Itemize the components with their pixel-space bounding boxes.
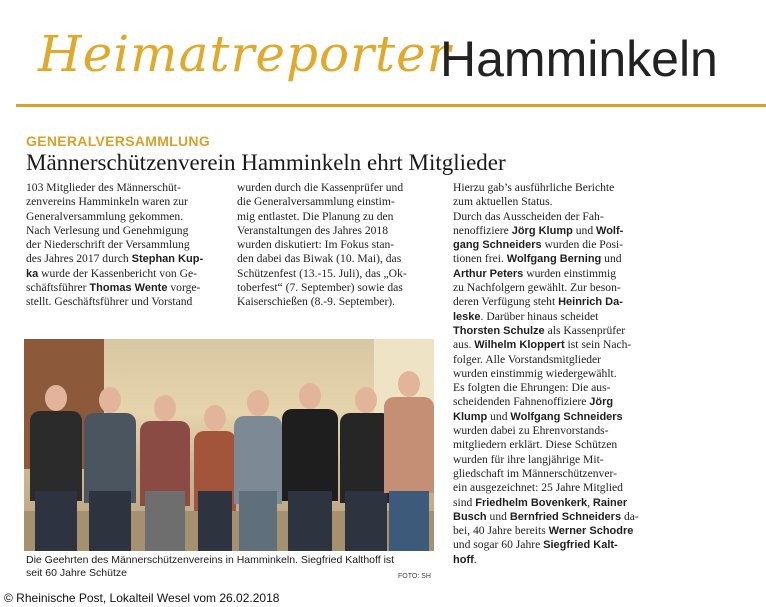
text-run: als Kassenprüfer (544, 323, 626, 337)
text-run: vorge- (167, 281, 201, 295)
text-line: wurden durch die Kassenprüfer und (237, 181, 404, 194)
text-line: die Generalversammlung einstim- (237, 195, 395, 209)
text-line: ein ausgezeichnet: 25 Jahre Mitglied (453, 481, 623, 495)
article-column-3 (453, 181, 658, 567)
text-run: wurden die Posi- (541, 238, 624, 252)
text-line (26, 281, 224, 295)
text-run: ist sein Nach- (564, 338, 632, 352)
text-line: zum aktuellen Status. (453, 195, 553, 209)
text-run: und (601, 252, 622, 266)
text-line: 103 Mitglieder des Männerschüt- (26, 181, 181, 194)
photo-person (384, 367, 434, 551)
text-run: des Jahres 2017 durch (26, 252, 132, 266)
caption-line: Die Geehrten des Männerschützenvereins in Hamminkeln. Siegfried Kalthoff ist (26, 554, 395, 566)
person-name: Arthur Peters (453, 267, 524, 280)
text-run: und (486, 509, 510, 523)
text-run: schäftsführer (26, 281, 90, 295)
text-line: wurden dabei zu Ehrenvorstands- (453, 424, 609, 438)
person-name: Siegfried Kalt- (543, 539, 618, 552)
copyright-notice: © Rheinische Post, Lokalteil Wesel vom 26.02.2018 (4, 591, 280, 605)
text-run: sind (453, 495, 476, 509)
person-name: Klump (453, 410, 488, 423)
masthead-rule (16, 104, 766, 107)
text-run: . (473, 552, 477, 566)
text-line: folger. Alle Vorstandsmitglieder (453, 352, 602, 366)
text-run: wurde der Kassenbericht von Ge- (38, 266, 197, 280)
text-line: Nach Verlesung und Genehmigung (26, 223, 189, 237)
text-line (453, 252, 658, 266)
article-column-1 (26, 181, 224, 310)
text-line: Durch das Ausscheiden der Fah- (453, 209, 604, 223)
text-line (453, 295, 658, 309)
text-line: Veranstaltungen des Jahres 2018 (237, 223, 389, 237)
text-run: und (487, 409, 511, 423)
text-line: Schützenfest (13.-15. Juli), das „Ok- (237, 266, 407, 280)
article-column-2 (237, 181, 435, 310)
text-line: wurden für ihre langjährige Mit- (453, 452, 604, 466)
article-headline: Männerschützenverein Hamminkeln ehrt Mitglieder (26, 150, 506, 175)
photo-person (30, 381, 82, 551)
photo-person (140, 391, 190, 551)
text-line: gliedschaft im Männerschützenver- (453, 466, 617, 480)
text-run: , (587, 495, 593, 509)
text-run: deren Verfügung steht (453, 295, 559, 309)
text-line (453, 324, 658, 338)
person-name: Friedhelm Bovenkerk (475, 496, 588, 509)
person-name: Busch (453, 510, 487, 523)
text-line: Generalversammlung gekommen. (26, 209, 184, 223)
text-line (453, 310, 658, 324)
text-line (453, 524, 658, 538)
person-name: Jörg (589, 396, 614, 409)
person-name: ka (26, 267, 39, 280)
text-line: toberfest“ (7. September) sowie das (237, 281, 403, 295)
text-line: zu Nachfolgern gewählt. Zur beson- (453, 281, 621, 295)
person-name: Heinrich Da- (558, 296, 623, 309)
text-line (453, 395, 658, 409)
text-run: und sogar 60 Jahre (453, 538, 544, 552)
article-kicker: GENERALVERSAMMLUNG (26, 133, 211, 149)
text-line (26, 252, 224, 266)
text-line: Hierzu gab’s ausführliche Berichte (453, 181, 615, 194)
text-run: wurden einstimmig (523, 266, 617, 280)
photo-credit: FOTO: SH (398, 573, 431, 580)
person-name: Thomas Wente (89, 282, 168, 295)
photo-person (282, 379, 338, 551)
text-line: wurden diskutiert: Im Fokus stan- (237, 238, 395, 252)
person-name: Rainer (592, 496, 628, 509)
text-line (453, 510, 658, 524)
group-photo (24, 339, 434, 551)
person-name: Werner Schodre (548, 525, 634, 538)
person-name: Wolfgang Schneiders (510, 410, 623, 423)
text-line (453, 496, 658, 510)
photo-person (194, 401, 236, 551)
text-line (453, 267, 658, 281)
text-line (453, 410, 658, 424)
text-run: . Darüber hinaus scheidet (480, 309, 599, 323)
text-line: stellt. Geschäftsführer und Vorstand (26, 295, 193, 309)
person-name: leske (453, 310, 481, 323)
text-run: tionen frei. (453, 252, 507, 266)
text-line (453, 224, 658, 238)
text-run: da- (621, 509, 639, 523)
person-name: Thorsten Schulze (453, 324, 545, 337)
photo-person (84, 383, 136, 551)
person-name: Wolf- (596, 224, 624, 237)
text-line: Es folgten die Ehrungen: Die aus- (453, 381, 611, 395)
text-line: Kaiserschießen (8.-9. September). (237, 295, 396, 309)
caption-line: seit 60 Jahre Schütze (26, 567, 127, 579)
photo-person (234, 386, 282, 551)
person-name: Wolfgang Berning (506, 253, 602, 266)
person-name: Stephan Kup- (131, 253, 204, 266)
text-line: wurden einstimmig wiedergewählt. (453, 366, 617, 380)
text-line (26, 267, 224, 281)
text-line (453, 238, 658, 252)
person-name: Wilhelm Kloppert (474, 339, 565, 352)
masthead-city: Hamminkeln (440, 31, 718, 87)
text-line (453, 538, 658, 552)
text-line: mitgliedern erklärt. Diese Schützen (453, 438, 618, 452)
person-name: Bernfried Schneiders (509, 510, 622, 523)
person-name: hoff (453, 553, 474, 566)
text-run: und (572, 223, 597, 237)
text-line (453, 553, 658, 567)
text-run: aus. (453, 338, 475, 352)
text-line: mig entlastet. Die Planung zu den (237, 209, 394, 223)
person-name: gang Schneiders (453, 239, 542, 252)
text-line: der Niederschrift der Versammlung (26, 238, 190, 252)
text-line (453, 338, 658, 352)
text-run: nenoffiziere (453, 223, 512, 237)
masthead-script-title: Heimatreporter (38, 25, 452, 83)
person-name: Jörg Klump (511, 224, 573, 237)
text-line: zenvereins Hamminkeln waren zur (26, 195, 188, 209)
text-run: bei, 40 Jahre bereits (453, 524, 549, 538)
photo-caption (26, 554, 438, 580)
text-line: den dabei das Biwak (10. Mai), das (237, 252, 402, 266)
text-run: scheidenden Fahnenoffiziere (453, 395, 590, 409)
